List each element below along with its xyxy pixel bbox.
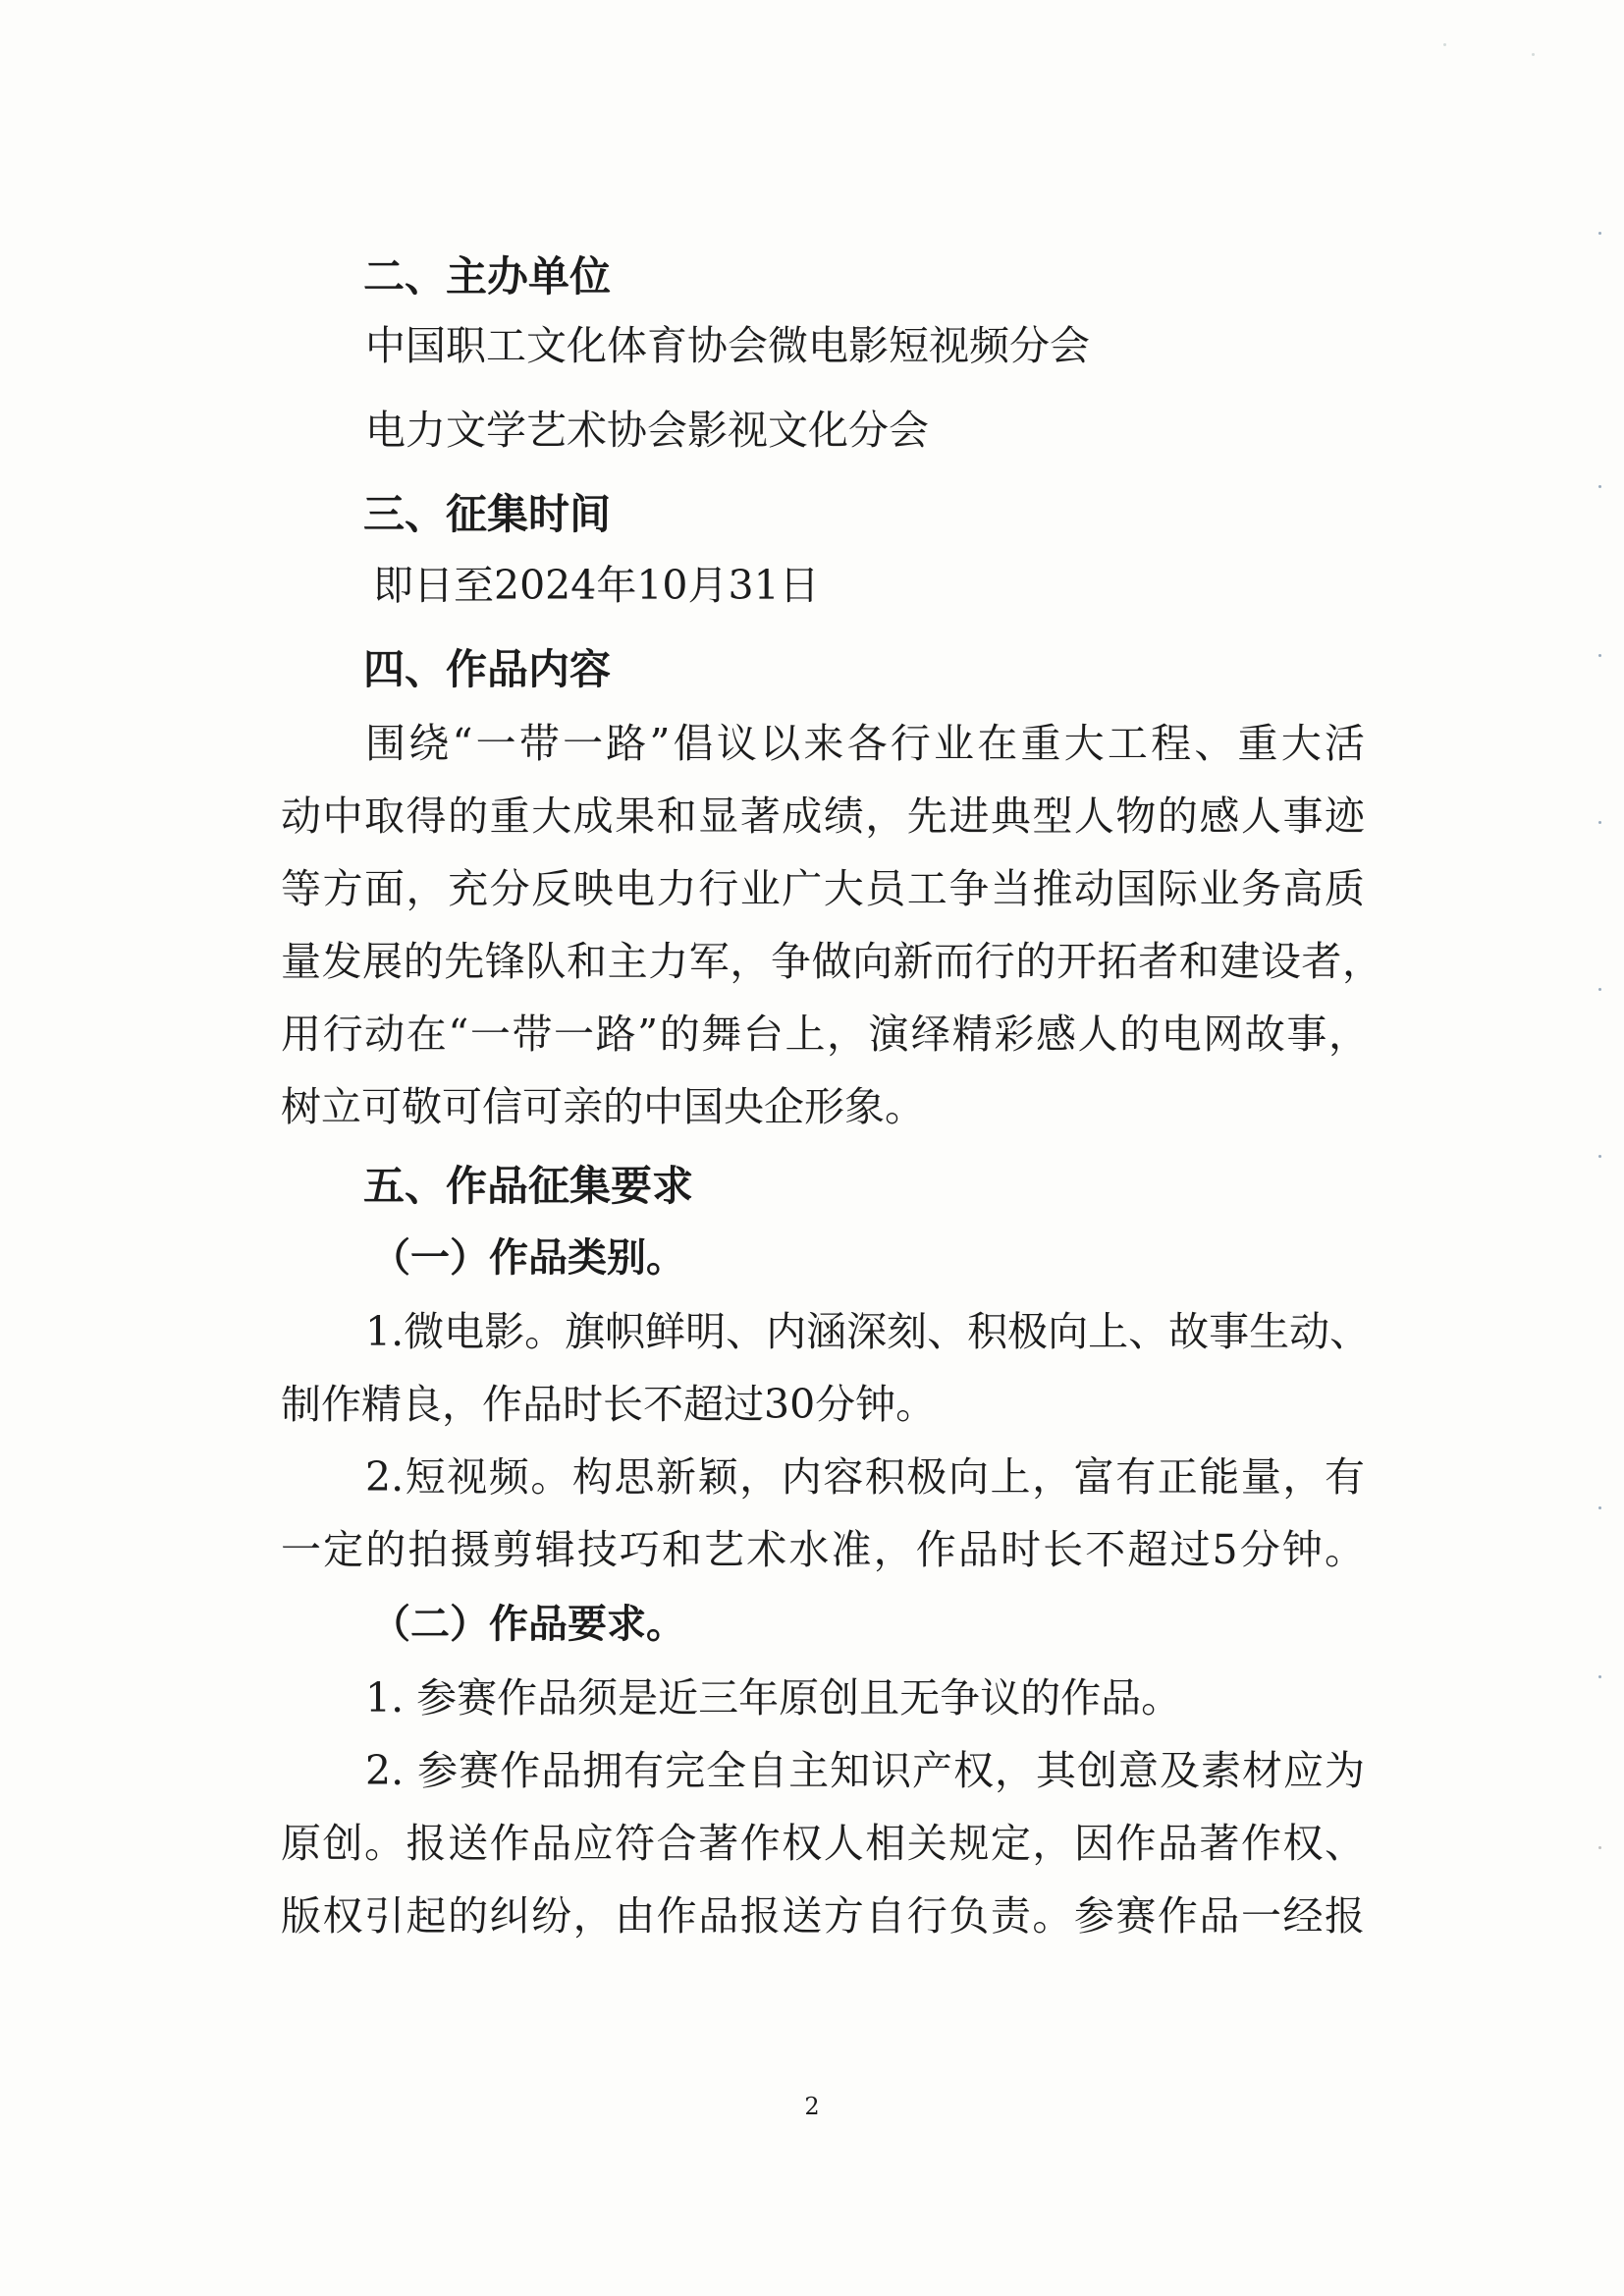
category-line-1: 1.微电影。旗帜鲜明、内涵深刻、积极向上、故事生动、 [365, 1308, 1371, 1355]
scan-mark [1598, 1506, 1601, 1509]
period-text: 即日至2024年10月31日 [373, 562, 820, 609]
scan-mark [1598, 485, 1601, 488]
subheading-category: （一）作品类别。 [371, 1235, 685, 1281]
section-heading-period: 三、征集时间 [363, 490, 612, 538]
scan-mark [1598, 232, 1601, 235]
category-line-4: 一定的拍摄剪辑技巧和艺术水准，作品时长不超过5分钟。 [281, 1526, 1365, 1573]
content-line-1: 围绕“一带一路”倡议以来各行业在重大工程、重大活 [365, 720, 1365, 767]
rules-line-4: 版权引起的纠纷，由作品报送方自行负责。参赛作品一经报 [281, 1892, 1365, 1940]
section-heading-requirements: 五、作品征集要求 [363, 1162, 694, 1210]
scan-mark [1598, 1675, 1601, 1678]
scan-mark [1443, 43, 1446, 46]
organizer-line-2: 电力文学艺术协会影视文化分会 [365, 407, 929, 454]
content-line-4: 量发展的先锋队和主力军，争做向新而行的开拓者和建设者， [281, 938, 1382, 985]
rules-line-1: 1. 参赛作品须是近三年原创且无争议的作品。 [365, 1674, 1182, 1722]
scan-mark [1598, 1846, 1601, 1849]
rules-line-3: 原创。报送作品应符合著作权人相关规定，因作品著作权、 [281, 1820, 1365, 1867]
scan-mark [1598, 821, 1601, 824]
content-line-5: 用行动在“一带一路”的舞台上，演绎精彩感人的电网故事， [281, 1011, 1369, 1058]
scan-mark [1532, 53, 1535, 56]
rules-line-2: 2. 参赛作品拥有完全自主知识产权，其创意及素材应为 [365, 1747, 1365, 1794]
category-line-3: 2.短视频。构思新颖，内容积极向上，富有正能量，有 [365, 1453, 1365, 1501]
category-line-2: 制作精良，作品时长不超过30分钟。 [281, 1381, 937, 1428]
content-line-2: 动中取得的重大成果和显著成绩，先进典型人物的感人事迹 [281, 793, 1365, 840]
content-line-6: 树立可敬可信可亲的中国央企形象。 [281, 1083, 925, 1130]
subheading-rules: （二）作品要求。 [371, 1602, 685, 1647]
scan-mark [1598, 988, 1601, 991]
page-number: 2 [804, 2093, 820, 2120]
organizer-line-1: 中国职工文化体育协会微电影短视频分会 [365, 322, 1090, 369]
scan-mark [1598, 654, 1601, 657]
content-line-3: 等方面，充分反映电力行业广大员工争当推动国际业务高质 [281, 865, 1365, 912]
scan-mark [1598, 1155, 1601, 1158]
section-heading-content: 四、作品内容 [363, 645, 612, 693]
section-heading-organizers: 二、主办单位 [363, 252, 612, 301]
